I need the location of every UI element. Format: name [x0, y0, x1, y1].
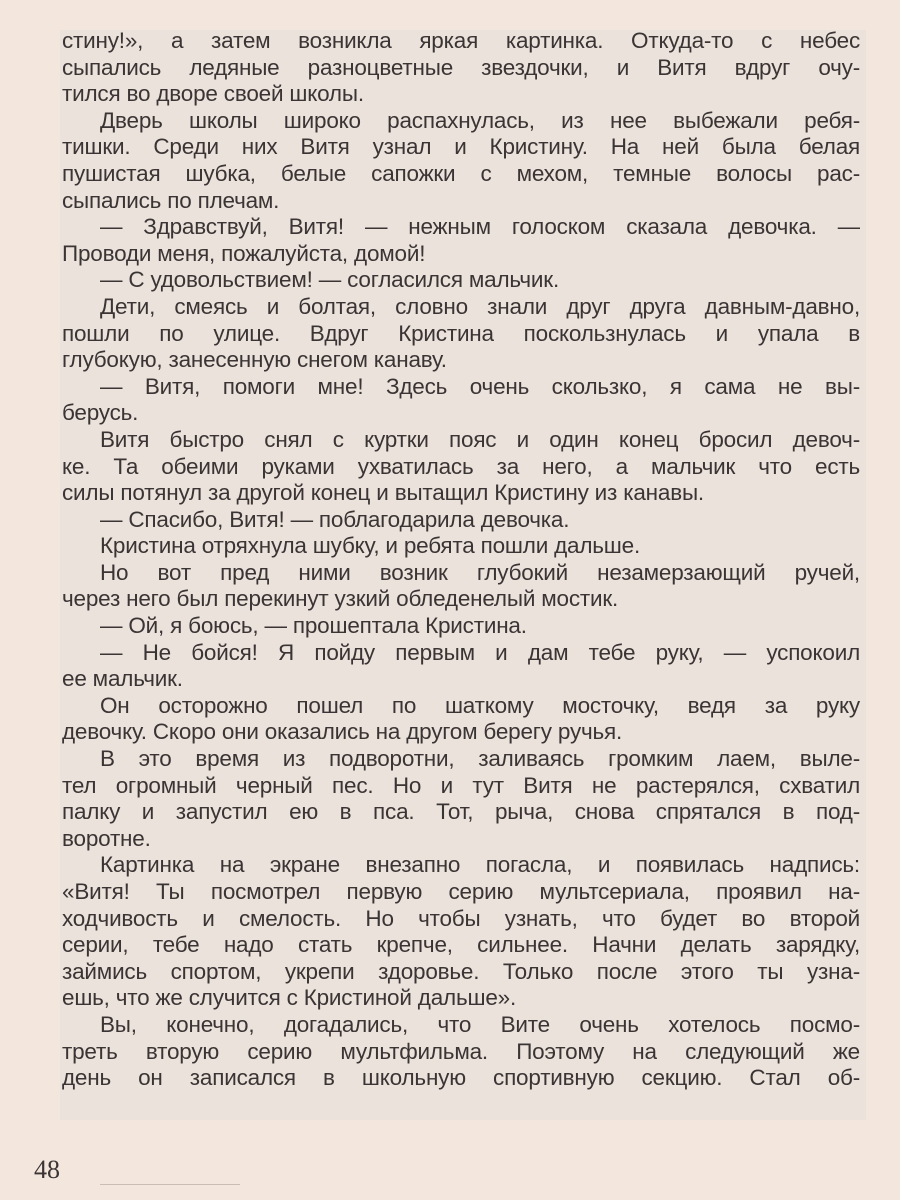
text-line: треть вторую серию мультфильма. Поэтому на следующий же	[62, 1038, 860, 1064]
text-line: сыпались по плечам.	[62, 187, 280, 213]
text-line: девочку. Скоро они оказались на другом берегу ручья.	[62, 719, 623, 745]
text-line: Кристина отряхнула шубку, и ребята пошли дальше.	[100, 533, 641, 559]
text-line: Проводи меня, пожалуйста, домой!	[62, 240, 426, 266]
text-line: ходчивость и смелость. Но чтобы узнать, что будет во второй	[62, 905, 860, 931]
text-line: Вы, конечно, догадались, что Вите очень хотелось посмо-	[100, 1011, 860, 1037]
text-line: тился во дворе своей школы.	[62, 81, 364, 107]
text-line: В это время из подворотни, заливаясь громким лаем, выле-	[100, 746, 860, 772]
text-line: тел огромный черный пес. Но и тут Витя не растерялся, схватил	[62, 772, 860, 798]
text-line: воротне.	[62, 825, 151, 851]
text-line: через него был перекинут узкий обледенелый мостик.	[62, 586, 619, 612]
text-line: сыпались ледяные разноцветные звездочки, и Витя вдруг очу-	[62, 54, 860, 80]
text-line: Дети, смеясь и болтая, словно знали друг друга давным-давно,	[100, 293, 860, 319]
text-line: ее мальчик.	[62, 666, 183, 692]
text-line: пошли по улице. Вдруг Кристина поскользнулась и упала в	[62, 320, 860, 346]
text-line: берусь.	[62, 400, 139, 426]
text-line: займись спортом, укрепи здоровье. Только после этого ты узна-	[62, 958, 860, 984]
text-line: «Витя! Ты посмотрел первую серию мультсериала, проявил на-	[62, 879, 860, 904]
text-line: — Ой, я боюсь, — прошептала Кристина.	[100, 613, 527, 639]
text-line: Картинка на экране внезапно погасла, и появилась надпись:	[100, 852, 860, 878]
text-line: силы потянул за другой конец и вытащил Кристину из канавы.	[62, 480, 704, 506]
text-line: тишки. Среди них Витя узнал и Кристину. На ней была белая	[62, 134, 860, 160]
text-line: — Спасибо, Витя! — поблагодарила девочка.	[100, 506, 570, 532]
text-line: пушистая шубка, белые сапожки с мехом, темные волосы рас-	[62, 160, 860, 186]
text-line: Дверь школы широко распахнулась, из нее выбежали ребя-	[100, 107, 860, 133]
text-line: глубокую, занесенную снегом канаву.	[62, 347, 447, 373]
text-line: — Витя, помоги мне! Здесь очень скользко, я сама не вы-	[100, 373, 860, 399]
text-line: день он записался в школьную спортивную секцию. Стал об-	[62, 1065, 860, 1091]
page-number: 48	[34, 1155, 60, 1184]
text-line: — С удовольствием! — согласился мальчик.	[100, 267, 559, 293]
text-line: ке. Та обеими руками ухватилась за него, а мальчик что есть	[62, 453, 860, 479]
page-body-text	[62, 28, 860, 1092]
text-line: Но вот пред ними возник глубокий незамерзающий ручей,	[100, 559, 860, 585]
footer-rule	[100, 1184, 240, 1185]
text-line: Он осторожно пошел по шаткому мосточку, ведя за руку	[100, 692, 860, 718]
text-line: — Не бойся! Я пойду первым и дам тебе руку, — успокоил	[100, 639, 860, 665]
text-line: серии, тебе надо стать крепче, сильнее. Начни делать зарядку,	[62, 932, 860, 958]
text-line: — Здравствуй, Витя! — нежным голоском сказала девочка. —	[100, 214, 860, 240]
text-line: Витя быстро снял с куртки пояс и один конец бросил девоч-	[100, 426, 860, 452]
text-line: палку и запустил ею в пса. Тот, рыча, снова спрятался в под-	[62, 799, 860, 825]
text-line: ешь, что же случится с Кристиной дальше».	[62, 985, 516, 1011]
text-line: стину!», а затем возникла яркая картинка. Откуда-то с небес	[62, 28, 860, 53]
